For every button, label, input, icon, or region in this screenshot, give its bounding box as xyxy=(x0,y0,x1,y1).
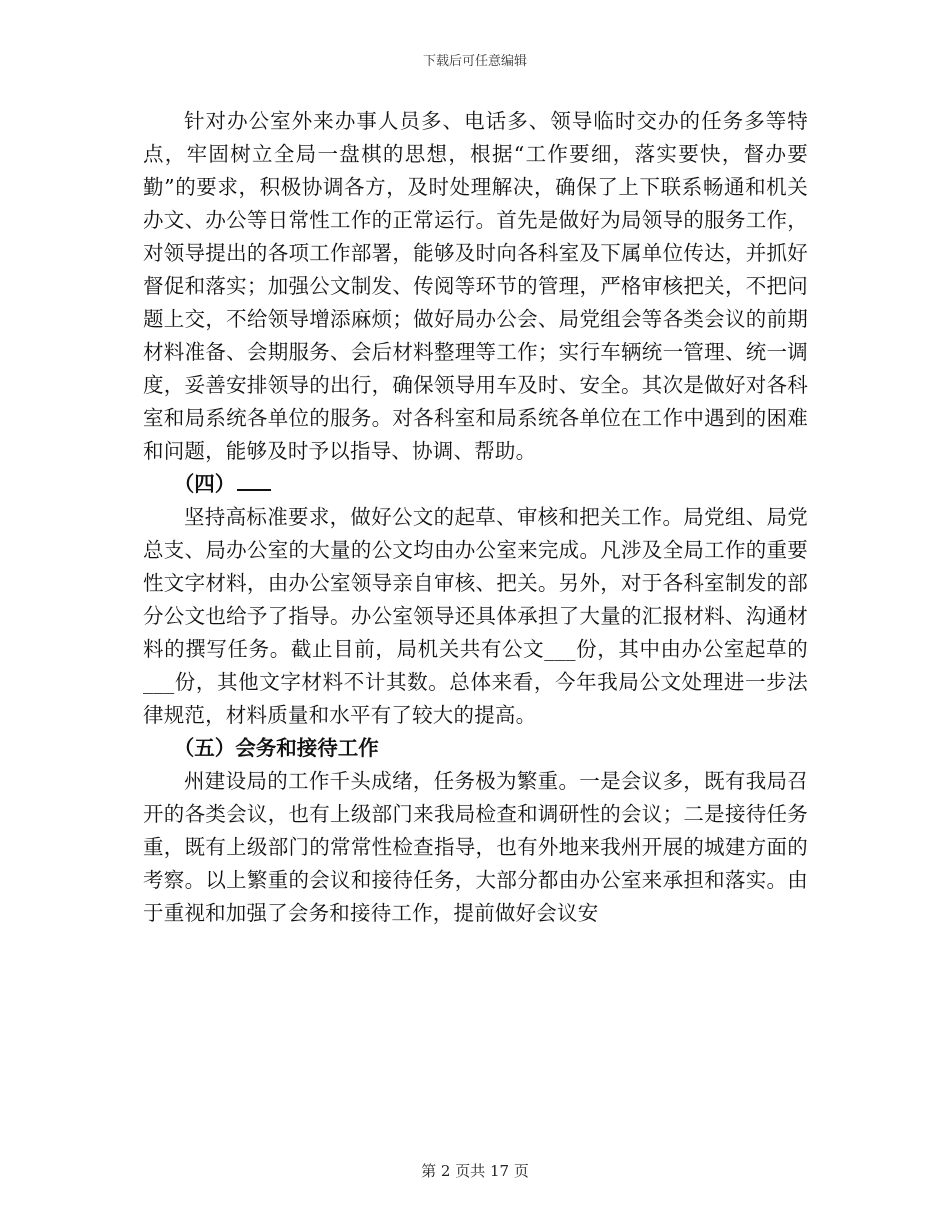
paragraph-documents: 坚持高标准要求，做好公文的起草、审核和把关工作。局党组、局党总支、局办公室的大量的公文均由办公室来完成。凡涉及全局工作的重要性文字材料，由办公室领导亲自审核、把关。另外，对于各科室制发的部分公文也给予了指导。办公室领导还具体承担了大量的汇报材料、沟通材料的撰写任务。截止目前，局机关共有公文___份，其中由办公室起草的___份，其他文字材料不计其数。总体来看，今年我局公文处理进一步法律规范，材料质量和水平有了较大的提高。 xyxy=(143,505,808,727)
page-header: 下载后可任意编辑 xyxy=(422,54,527,69)
page-footer: 第 2 页共 17 页 xyxy=(421,1162,529,1180)
heading-blank-underline xyxy=(237,471,271,491)
section-heading-four xyxy=(143,468,808,501)
section-heading-four-label: （四） xyxy=(173,472,236,496)
paragraph-office-service: 针对办公室外来办事人员多、电话多、领导临时交办的任务多等特点，牢固树立全局一盘棋的思想，根据“工作要细，落实要快，督办要勤”的要求，积极协调各方，及时处理解决，确保了上下联系畅通和机关办文、办公等日常性工作的正常运行。首先是做好为局领导的服务工作，对领导提出的各项工作部署，能够及时向各科室及下属单位传达，并抓好督促和落实；加强公文制发、传阅等环节的管理，严格审核把关，不把问题上交，不给领导增添麻烦；做好局办公会、局党组会等各类会议的前期材料准备、会期服务、会后材料整理等工作；实行车辆统一管理、统一调度，妥善安排领导的出行，确保领导用车及时、安全。其次是做好对各科室和局系统各单位的服务。对各科室和局系统各单位在工作中遇到的困难和问题，能够及时予以指导、协调、帮助。 xyxy=(143,109,808,463)
section-heading-five: （五）会务和接待工作 xyxy=(173,736,379,760)
document-body xyxy=(143,105,808,930)
paragraph-meetings-reception: 州建设局的工作千头成绪，任务极为繁重。一是会议多，既有我局召开的各类会议，也有上级部门来我局检查和调研性的会议；二是接待任务重，既有上级部门的常常性检查指导，也有外地来我州开展的城建方面的考察。以上繁重的会议和接待任务，大部分都由办公室来承担和落实。由于重视和加强了会务和接待工作，提前做好会议安 xyxy=(143,769,808,925)
